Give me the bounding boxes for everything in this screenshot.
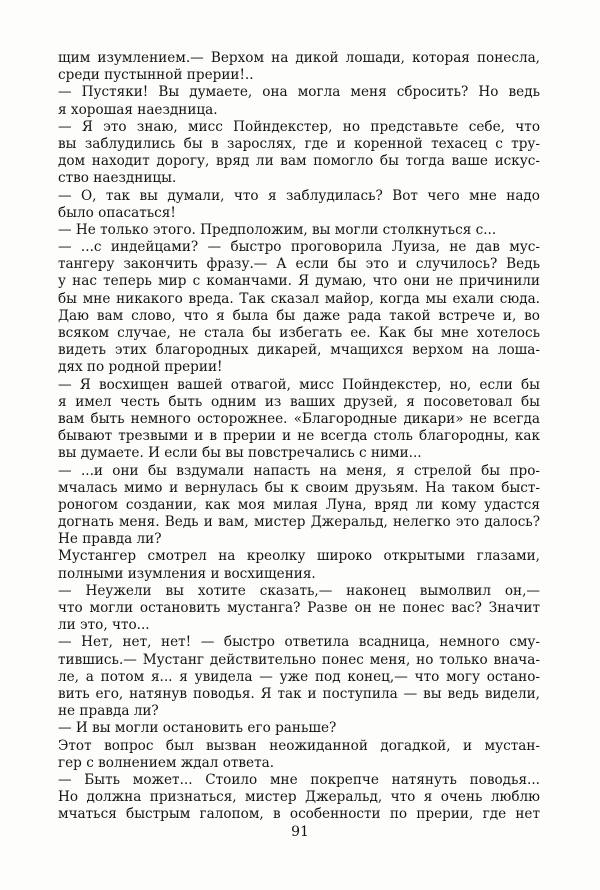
text-line: дях по родной прерии! bbox=[58, 359, 223, 376]
text-line: я имел честь быть одним из ваших друзей, я посоветовал бы bbox=[58, 393, 540, 410]
text-line: роногом создании, как моя милая Луна, вряд ли кому удастся bbox=[58, 496, 540, 513]
text-line: у нас теперь мир с команчами. Я думаю, что они не причинили bbox=[58, 273, 540, 290]
text-line: Мустангер смотрел на креолку широко открытыми глазами, bbox=[58, 548, 540, 565]
text-line: не правда ли? bbox=[58, 703, 159, 720]
text-line: видеть этих благородных дикарей, мчащихся верхом на лоша- bbox=[58, 342, 540, 359]
text-line: вы заблудились бы в зарослях, где и коренной техасец с тру- bbox=[58, 135, 540, 152]
text-line: полными изумления и восхищения. bbox=[58, 565, 316, 582]
text-line: — Нет, нет, нет! — быстро ответила всадница, немного сму- bbox=[58, 634, 540, 651]
text-line: — ...и они бы вздумали напасть на меня, я стрелой бы про- bbox=[58, 462, 540, 479]
text-line: бы мне никакого вреда. Так сказал майор, когда мы ехали сюда. bbox=[58, 290, 540, 307]
text-line: дом находит дорогу, вряд ли вам помогло бы тогда ваше искус- bbox=[58, 153, 540, 170]
text-line: — Неужели вы хотите сказать,— наконец вымолвил он,— bbox=[58, 582, 540, 599]
text-line: тившись.— Мустанг действительно понес меня, но только внача- bbox=[58, 651, 540, 668]
text-line: догнать меня. Ведь и вам, мистер Джеральд, нелегко это далось? bbox=[58, 514, 540, 531]
text-line: Не правда ли? bbox=[58, 531, 162, 548]
text-line: вить его, натянув поводья. Я так и поступила — вы ведь видели, bbox=[58, 685, 540, 702]
text-line: Даю вам слово, что я была бы даже рада такой встрече и, во bbox=[58, 307, 540, 324]
text-line: среди пустынной прерии!.. bbox=[58, 67, 254, 84]
text-line: вы думаете. И если бы вы повстречались с ними... bbox=[58, 445, 422, 462]
text-line: тангеру закончить фразу.— А если бы это и случилось? Ведь bbox=[58, 256, 540, 273]
text-line: вам быть немного осторожнее. «Благородные дикари» не всегда bbox=[58, 410, 540, 427]
text-line: — ...с индейцами? — быстро проговорила Луиза, не дав мус- bbox=[58, 239, 540, 256]
page-number: 91 bbox=[291, 824, 309, 840]
text-line: я хорошая наездница. bbox=[58, 101, 218, 118]
text-line: бывают трезвыми и в прерии и не всегда столь благородны, как bbox=[58, 428, 540, 445]
text-line: — Не только этого. Предположим, вы могли столкнуться с... bbox=[58, 221, 497, 238]
text-line: ли это, что... bbox=[58, 617, 150, 634]
text-line: гер с волнением ждал ответа. bbox=[58, 754, 275, 771]
text-line: ле, а потом я... я увидела — уже под конец,— что могу остано- bbox=[58, 668, 540, 685]
text-line: — Быть может... Стоило мне покрепче натянуть поводья... bbox=[58, 771, 540, 788]
text-line: щим изумлением.— Верхом на дикой лошади, которая понесла, bbox=[58, 50, 540, 66]
text-line: — Пустяки! Вы думаете, она могла меня сбросить? Но ведь bbox=[58, 84, 540, 101]
text-line: — Я восхищен вашей отвагой, мисс Пойндекстер, но, если бы bbox=[58, 376, 540, 393]
text-line: было опасаться! bbox=[58, 204, 176, 221]
text-line: Этот вопрос был вызван неожиданной догадкой, и мустан- bbox=[58, 737, 540, 754]
text-line: что могли остановить мустанга? Разве он не понес вас? Значит bbox=[58, 600, 540, 616]
text-line: ство наездницы. bbox=[58, 170, 177, 187]
text-line: всяком случае, не стала бы избегать ее. Как бы мне хотелось bbox=[58, 325, 540, 341]
text-line: мчаться быстрым галопом, в особенности по прерии, где нет bbox=[58, 806, 540, 823]
body-text bbox=[58, 50, 540, 823]
text-line: — О, так вы думали, что я заблудилась? Вот чего мне надо bbox=[58, 187, 540, 204]
text-line: — И вы могли остановить его раньше? bbox=[58, 720, 337, 737]
text-line: Но должна признаться, мистер Джеральд, что я очень люблю bbox=[58, 789, 540, 806]
text-line: мчалась мимо и вернулась бы к своим друзьям. На таком быст- bbox=[58, 479, 540, 496]
text-line: — Я это знаю, мисс Пойндекстер, но представьте себе, что bbox=[58, 118, 540, 135]
